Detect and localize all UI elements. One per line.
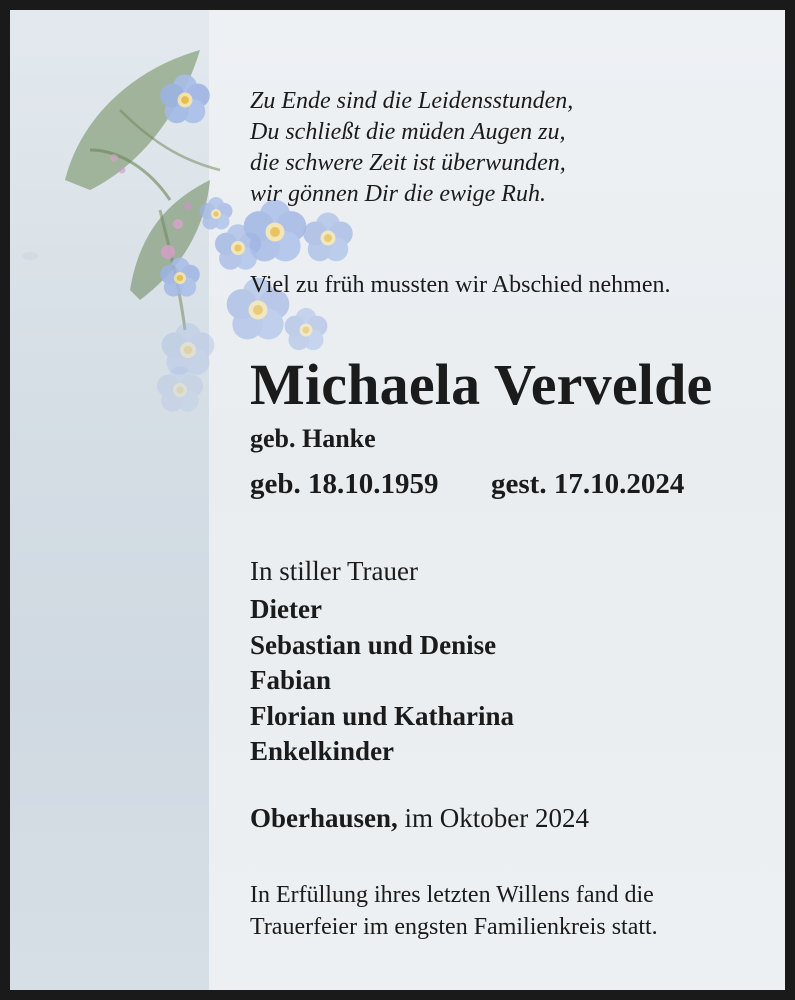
death-date: gest. 17.10.2024 bbox=[491, 468, 685, 500]
farewell-intro: Viel zu früh mussten wir Abschied nehmen. bbox=[250, 272, 671, 298]
deceased-name: Michaela Vervelde bbox=[250, 352, 713, 417]
mourner-name: Dieter bbox=[250, 594, 322, 624]
place: Oberhausen, bbox=[250, 803, 398, 833]
funeral-note bbox=[250, 880, 658, 943]
mourners-list bbox=[250, 592, 514, 770]
verse-line: Du schließt die müden Augen zu, bbox=[250, 119, 566, 145]
mourner-name: Enkelkinder bbox=[250, 736, 395, 766]
verse-line: Zu Ende sind die Leidensstunden, bbox=[250, 88, 574, 114]
note-line: In Erfüllung ihres letzten Willens fand die bbox=[250, 882, 654, 908]
mourner-name: Sebastian und Denise bbox=[250, 629, 497, 660]
mourner-name: Fabian bbox=[250, 665, 332, 695]
maiden-name: geb. Hanke bbox=[250, 424, 376, 453]
mourning-heading: In stiller Trauer bbox=[250, 556, 418, 586]
note-line: Trauerfeier im engsten Familienkreis statt. bbox=[250, 913, 658, 940]
birth-date: geb. 18.10.1959 bbox=[250, 468, 439, 500]
place-and-date bbox=[250, 803, 589, 834]
memorial-verse bbox=[250, 86, 573, 210]
verse-line: die schwere Zeit ist überwunden, bbox=[250, 150, 566, 176]
date: im Oktober 2024 bbox=[404, 803, 590, 833]
mourner-name: Florian und Katharina bbox=[250, 700, 515, 731]
verse-line: wir gönnen Dir die ewige Ruh. bbox=[250, 181, 546, 207]
